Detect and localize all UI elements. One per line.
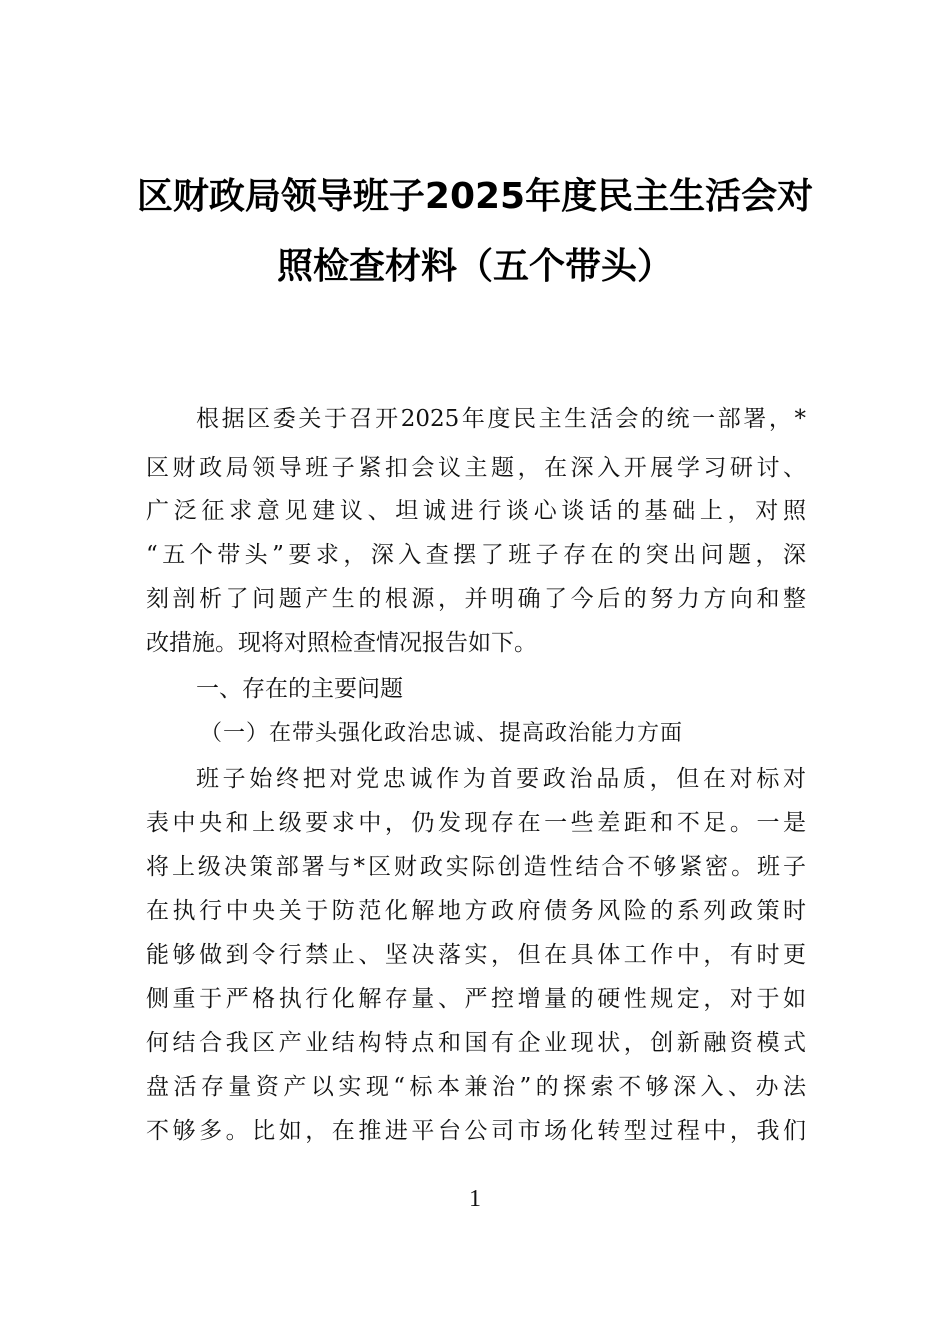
body-paragraph-line: 在执行中央关于防范化解地方政府债务风险的系列政策时 bbox=[146, 898, 806, 924]
section-heading: 一、存在的主要问题 bbox=[196, 676, 403, 702]
body-paragraph-line: 盘活存量资产以实现“标本兼治”的探索不够深入、办法 bbox=[146, 1074, 806, 1100]
body-paragraph-line: 不够多。比如，在推进平台公司市场化转型过程中，我们 bbox=[146, 1118, 806, 1144]
page-number: 1 bbox=[469, 1186, 481, 1212]
intro-paragraph-line: 区财政局领导班子紧扣会议主题，在深入开展学习研讨、 bbox=[146, 455, 806, 481]
body-paragraph-line: 何结合我区产业结构特点和国有企业现状，创新融资模式 bbox=[146, 1030, 806, 1056]
body-paragraph-line: 表中央和上级要求中，仍发现存在一些差距和不足。一是 bbox=[146, 810, 806, 836]
intro-paragraph-line: 刻剖析了问题产生的根源，并明确了今后的努力方向和整 bbox=[146, 586, 806, 612]
subsection-heading: （一）在带头强化政治忠诚、提高政治能力方面 bbox=[200, 721, 684, 746]
intro-paragraph-line: “五个带头”要求，深入查摆了班子存在的突出问题，深 bbox=[146, 542, 806, 568]
body-paragraph-line: 班子始终把对党忠诚作为首要政治品质，但在对标对 bbox=[196, 766, 806, 792]
intro-paragraph-line: 改措施。现将对照检查情况报告如下。 bbox=[146, 630, 537, 656]
intro-paragraph-line: 根据区委关于召开2025年度民主生活会的统一部署，* bbox=[196, 406, 806, 432]
document-title-line-1: 区财政局领导班子2025年度民主生活会对 bbox=[136, 176, 814, 217]
body-paragraph-line: 能够做到令行禁止、坚决落实，但在具体工作中，有时更 bbox=[146, 942, 806, 968]
body-paragraph-line: 将上级决策部署与*区财政实际创造性结合不够紧密。班子 bbox=[146, 854, 806, 880]
intro-paragraph-line: 广泛征求意见建议、坦诚进行谈心谈话的基础上，对照 bbox=[146, 498, 806, 524]
body-paragraph-line: 侧重于严格执行化解存量、严控增量的硬性规定，对于如 bbox=[146, 986, 806, 1012]
document-title-line-2: 照检查材料（五个带头） bbox=[276, 246, 673, 287]
